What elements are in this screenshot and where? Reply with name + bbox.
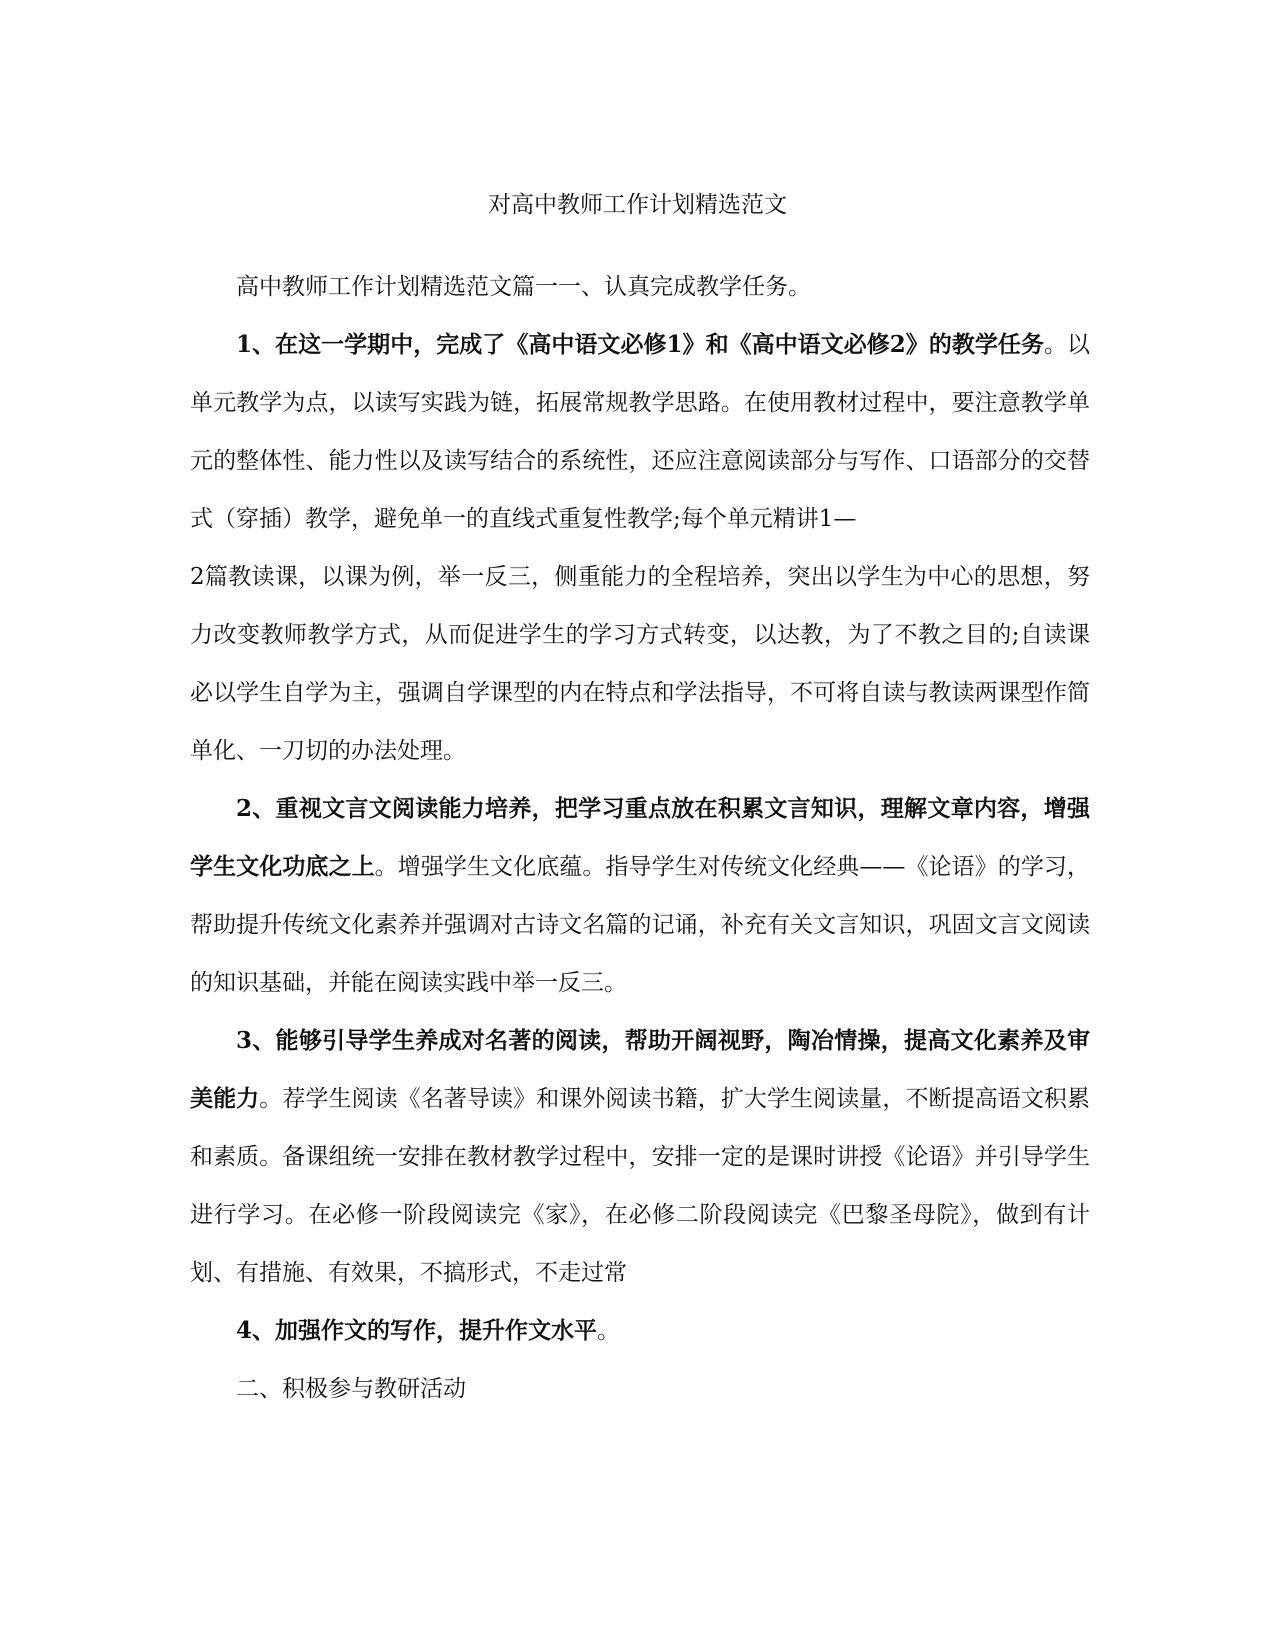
section-2-heading: 二、积极参与教研活动: [236, 1376, 466, 1402]
document-title: 对高中教师工作计划精选范文: [488, 192, 787, 218]
paragraph-4-text: 。: [597, 1318, 621, 1344]
paragraph-1-text: 。以单元教学为点，以读写实践为链，拓展常规教学思路。在使用教材过程中，要注意教学单元的整体性、能力性以及读写结合的系统性，还应注意阅读部分与写作、口语部分的交替式（穿插）教学，避免单一的直线式重复性教学;每个单元精讲1—: [190, 332, 1090, 532]
paragraph-4: [190, 1302, 1090, 1360]
paragraph-2-heading: 2、重视文言文阅读能力培养，把学习重点放在积累文言知识，理解文章内容，增强学生文化功底之上: [190, 795, 1090, 880]
paragraph-3: [190, 1012, 1090, 1302]
paragraph-3-text: 。荐学生阅读《名著导读》和课外阅读书籍，扩大学生阅读量，不断提高语文积累和素质。备课组统一安排在教材教学过程中，安排一定的是课时讲授《论语》并引导学生进行学习。在必修一阶段阅读完《家》，在必修二阶段阅读完《巴黎圣母院》，做到有计划、有措施、有效果，不搞形式，不走过常: [190, 1086, 1091, 1286]
document-body: [190, 258, 1090, 1418]
paragraph-2: [190, 780, 1090, 1012]
paragraph-2-text: 。增强学生文化底蕴。指导学生对传统文化经典——《论语》的学习，帮助提升传统文化素养并强调对古诗文名篇的记诵，补充有关文言知识，巩固文言文阅读的知识基础，并能在阅读实践中举一反三。: [190, 854, 1091, 996]
paragraph-3-heading: 3、能够引导学生养成对名著的阅读，帮助开阔视野，陶冶情操，提高文化素养及审美能力: [190, 1027, 1090, 1112]
intro-paragraph: 高中教师工作计划精选范文篇一一、认真完成教学任务。: [236, 274, 811, 300]
paragraph-1-heading: 1、在这一学期中，完成了《高中语文必修1》和《高中语文必修2》的教学任务: [236, 331, 1044, 358]
paragraph-4-heading: 4、加强作文的写作，提升作文水平: [236, 1317, 598, 1344]
paragraph-1-continued: 2篇教读课，以课为例，举一反三，侧重能力的全程培养，突出以学生为中心的思想，努力改变教师教学方式，从而促进学生的学习方式转变，以达教，为了不教之目的;自读课必以学生自学为主，强调自学课型的内在特点和学法指导，不可将自读与教读两课型作简单化、一刀切的办法处理。: [190, 564, 1090, 764]
paragraph-1: [190, 316, 1090, 548]
